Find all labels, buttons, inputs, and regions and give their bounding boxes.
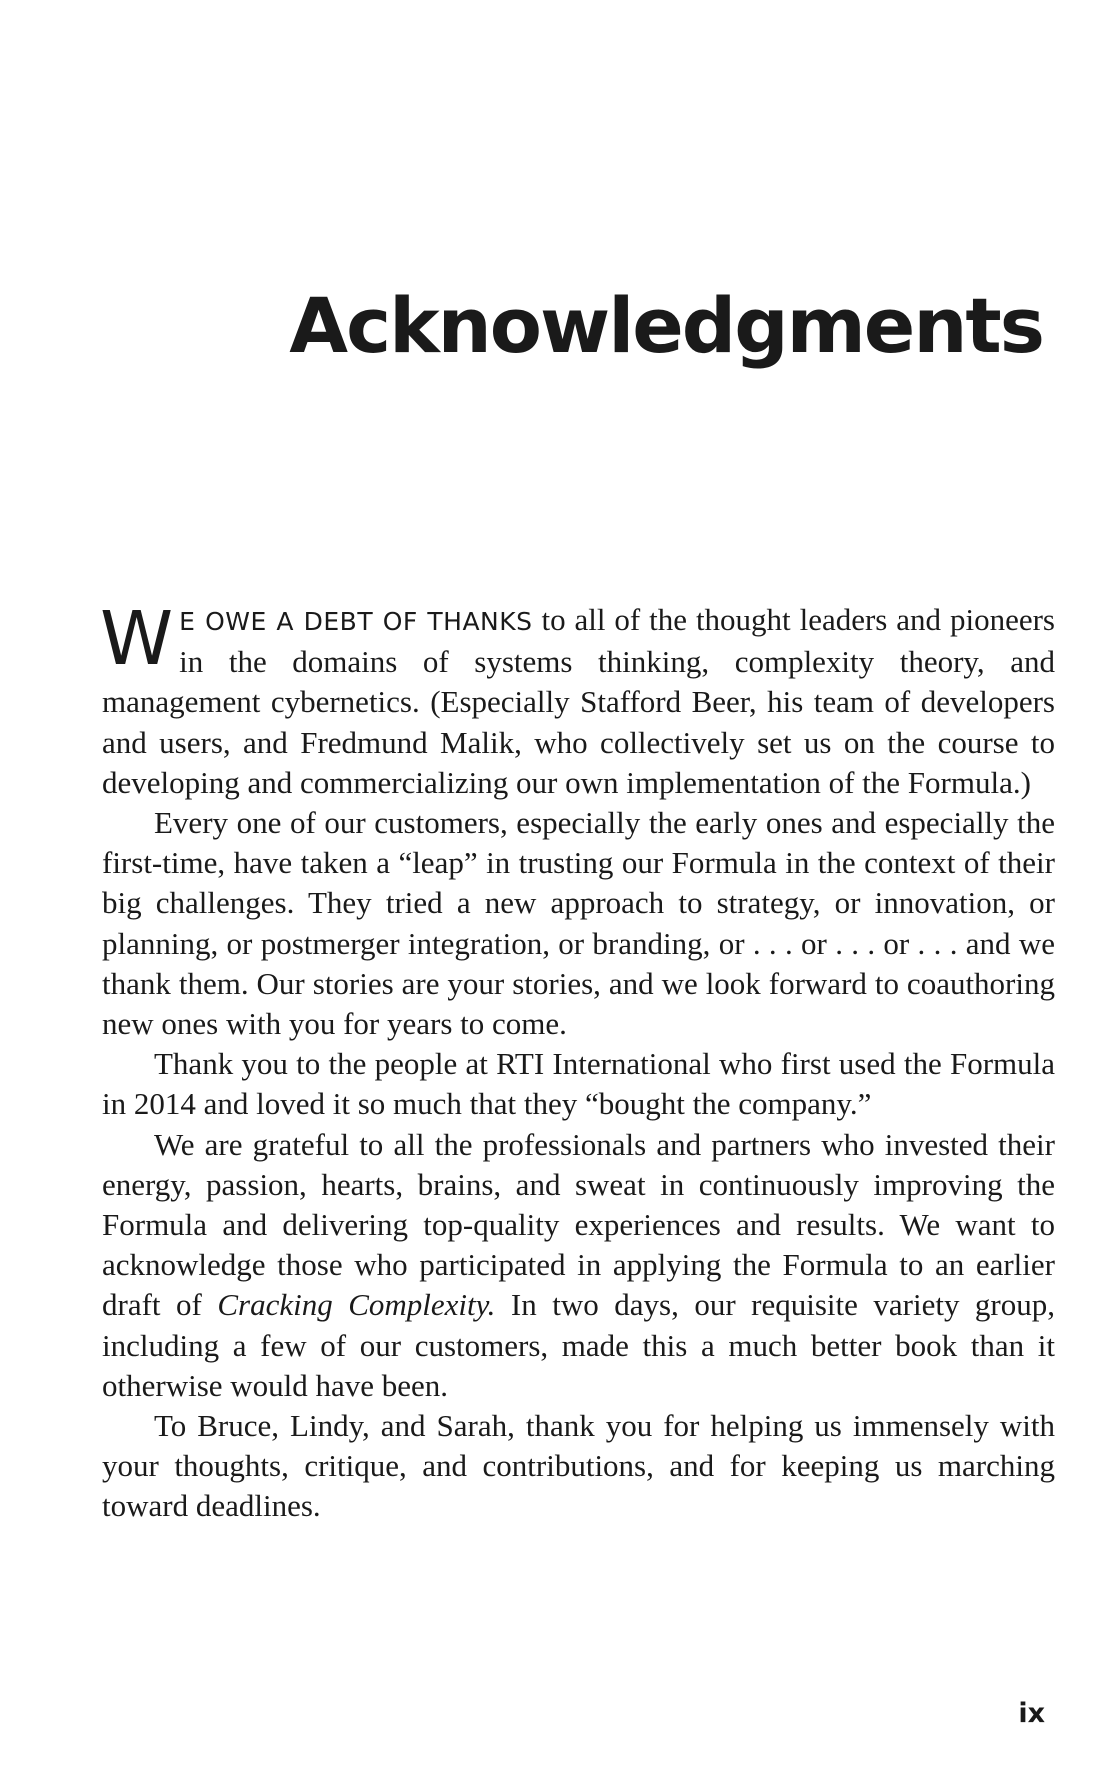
page-title: Acknowledgments xyxy=(289,281,1043,370)
page-number: ix xyxy=(1018,1698,1045,1729)
acknowledgments-body xyxy=(100,596,1056,1527)
paragraph-3: Thank you to the people at RTI International who first used the Formula in 2014 and loved it so much that they “bought the company.” xyxy=(102,1046,1055,1122)
paragraph-1-text: to all of the thought leaders and pioneers in the domains of systems thinking, complexity theory, and management cybernetics. (Especially Stafford Beer, his team of developers and users, and Fredmund Malik, who collectively set us on the course to developing and commercializing our own implementation of the Formula.) xyxy=(102,602,1055,800)
paragraph-4 xyxy=(102,1125,1055,1406)
paragraph-1 xyxy=(100,596,1055,803)
paragraph-2: Every one of our customers, especially the early ones and especially the first-time, have taken a “leap” in trusting our Formula in the context of their big challenges. They tried a new approach to strategy, or innovation, or planning, or postmerger integration, or branding, or . . . or . . . or . . . and we thank them. Our stories are your stories, and we look forward to coauthoring new ones with you for years to come. xyxy=(102,805,1055,1042)
paragraph-4-text-start: We are grateful to all the professionals and partners who invested their energy, passion, hearts, brains, and sweat in continuously improving the Formula and delivering top-quality experiences and results. We want to acknowledge those who participated in applying the Formula to an earlier draft of xyxy=(102,1126,1055,1323)
lead-in-smallcaps: E OWE A DEBT OF THANKS xyxy=(179,607,533,636)
paragraph-5: To Bruce, Lindy, and Sarah, thank you for helping us immensely with your thoughts, critique, and contributions, and for keeping us marching toward deadlines. xyxy=(102,1408,1055,1524)
book-title: Cracking Complexity. xyxy=(217,1287,496,1323)
paragraph-4-text-end: In two days, our requisite variety group, including a few of our customers, made this a much better book than it otherwise would have been. xyxy=(102,1287,1056,1403)
drop-cap: W xyxy=(100,596,174,682)
